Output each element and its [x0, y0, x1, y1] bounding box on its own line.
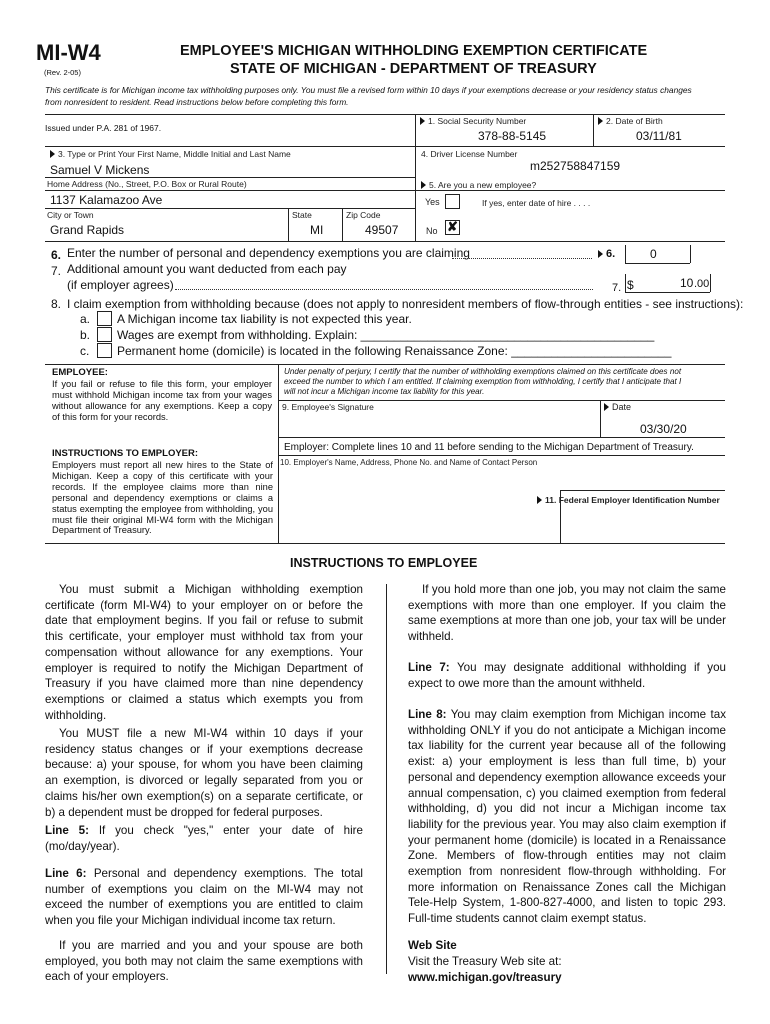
- treasury-web-link[interactable]: www.michigan.gov/treasury: [408, 971, 562, 984]
- rule: [45, 241, 725, 242]
- ssn-label: 1. Social Security Number: [420, 117, 526, 126]
- line7-subtext: (if employer agrees): [67, 278, 174, 292]
- rule: [278, 437, 725, 438]
- web-site-text: Visit the Treasury Web site at:: [408, 955, 562, 968]
- exemptions-field[interactable]: 0: [650, 247, 657, 261]
- name-label: 3. Type or Print Your First Name, Middle Initial and Last Name: [50, 150, 291, 159]
- instructions-line8: Line 8: You may claim exemption from Michigan income tax withholding ONLY if you do not anticipate a Michigan income tax liability for the current year because all of the following exist: a) your employment is less than full time, b) your personal and dependency exemption allowance exceeds your annual compensation, c) you claimed exemption from federal withholding, d) you did not incur a Michigan income tax liability for the previous year. You may also claim exemption if your permanent home (domicile) is located in a Renaissance Zone. Members of flow-through entities may not claim exemption from nonresident flow-through withholding. For more information on Renaissance Zones call the Michigan Tele-Help System, 1-800-827-4000, and listen to topic 293. Full-time students cannot claim exempt status.: [408, 708, 726, 926]
- pointer-icon: [598, 117, 603, 125]
- line8a-text: A Michigan income tax liability is not expected this year.: [117, 312, 412, 326]
- perjury-statement-end: will not incur a Michigan income tax liability for this year.: [284, 387, 485, 396]
- rule: [278, 400, 725, 401]
- pointer-icon: [604, 403, 609, 411]
- line8c-text: Permanent home (domicile) is located in the following Renaissance Zone: ________________________: [117, 344, 672, 358]
- driver-license-label: 4. Driver License Number: [421, 149, 518, 159]
- employer-info-field[interactable]: [282, 470, 554, 540]
- city-label: City or Town: [47, 210, 94, 220]
- date-field[interactable]: 03/30/20: [640, 422, 687, 436]
- line7-number: 7.: [51, 264, 62, 278]
- instructions-line7: Line 7: You may designate additional withholding if you expect to owe more than the amount withheld.: [408, 661, 726, 690]
- signature-field[interactable]: [282, 413, 597, 435]
- fein-field[interactable]: [563, 508, 723, 541]
- pointer-icon: [537, 496, 542, 504]
- city-field[interactable]: Grand Rapids: [50, 223, 125, 237]
- pointer-icon: [50, 150, 55, 158]
- dollar-sign: $: [627, 278, 634, 292]
- line8a-letter: a.: [80, 312, 91, 326]
- fein-label: 11. Federal Employer Identification Number: [537, 496, 720, 505]
- driver-license-field[interactable]: m252758847159: [530, 159, 621, 173]
- yes-label: Yes: [425, 197, 440, 207]
- instructions-left-p1: You must submit a Michigan withholding exemption certificate (form MI-W4) to your employer on or before the date that employment begins. If you fail or refuse to submit this certificate, your employer must withhold tax from your compensation without allowance for any exemptions. Your employer is required to notify the Michigan Department of Treasury if you have claimed more than nine dependency exemptions or claimed a status which exempts you from withholding.: [45, 583, 363, 722]
- residency-notice-cont: from nonresident to resident. Read instructions below before completing this form.: [45, 97, 349, 107]
- line8c-checkbox[interactable]: [97, 343, 112, 358]
- employer-info-label: 10. Employer's Name, Address, Phone No. and Name of Contact Person: [280, 458, 538, 467]
- issuing-authority: Issued under P.A. 281 of 1967.: [45, 123, 162, 133]
- address-field[interactable]: 1137 Kalamazoo Ave: [50, 193, 163, 207]
- instructions-left-p2: You MUST file a new MI-W4 within 10 days if your residency status changes or if your exemptions decrease because: a) your spouse, for whom you have been claiming an exemption, is divorced or legally separated from you or claims his/her own exemption(s) on a separate certificate, or b) a dependent must be dropped for federal purposes.: [45, 727, 363, 819]
- form-subtitle: STATE OF MICHIGAN - DEPARTMENT OF TREASURY: [230, 61, 597, 77]
- dob-label: 2. Date of Birth: [598, 117, 663, 126]
- rule: [45, 208, 415, 209]
- rule: [45, 364, 725, 365]
- pointer-icon: [421, 181, 426, 189]
- line6-ref: 6.: [598, 249, 615, 260]
- yes-checkbox[interactable]: [445, 194, 460, 209]
- line6-text: Enter the number of personal and dependency exemptions you are claiming: [67, 246, 470, 260]
- address-label: Home Address (No., Street, P.O. Box or Rural Route): [47, 179, 247, 189]
- pointer-icon: [598, 250, 603, 258]
- state-field[interactable]: MI: [310, 223, 324, 237]
- rule: [278, 455, 725, 456]
- checkmark-icon: ✘: [447, 219, 458, 234]
- zip-label: Zip Code: [346, 210, 381, 220]
- line8a-checkbox[interactable]: [97, 311, 112, 326]
- line8b-letter: b.: [80, 328, 91, 342]
- additional-amount-cents: .00: [694, 278, 710, 290]
- instructions-line5: Line 5: If you check "yes," enter your date of hire (mo/day/year).: [45, 824, 363, 853]
- date-label: Date: [604, 403, 631, 412]
- zip-field[interactable]: 49507: [365, 223, 399, 237]
- line8b-text: Wages are exempt from withholding. Explain: ____________________________________________: [117, 328, 655, 342]
- dob-field[interactable]: 03/11/81: [636, 129, 682, 143]
- rule: [45, 177, 415, 178]
- line7-text: Additional amount you want deducted from each pay: [67, 262, 347, 276]
- instructions-line6: Line 6: Personal and dependency exemptions. The total number of exemptions you claim on the MI-W4 may not exceed the number of exemptions you are entitled to claim when you file your Michigan individual income tax return.: [45, 867, 363, 928]
- instructions-title: INSTRUCTIONS TO EMPLOYEE: [290, 556, 478, 570]
- line8c-letter: c.: [80, 344, 90, 358]
- hire-date-label: If yes, enter date of hire . . . .: [482, 198, 591, 208]
- name-field[interactable]: Samuel V Mickens: [50, 163, 150, 177]
- rule: [560, 490, 725, 491]
- rule: [625, 274, 626, 292]
- line8b-checkbox[interactable]: [97, 327, 112, 342]
- rule: [45, 190, 725, 191]
- employee-box-text: If you fail or refuse to file this form, your employer must withhold Michigan income tax from your wages without allowance for any exemptions. Keep a copy of this form for your records.: [52, 379, 272, 422]
- form-revision: (Rev. 2-05): [44, 68, 81, 77]
- line7-ref: 7.: [612, 282, 622, 294]
- additional-amount-field[interactable]: 10: [680, 276, 694, 290]
- perjury-statement: Under penalty of perjury, I certify that the number of withholding exemptions claimed on this certificate does not: [284, 367, 682, 376]
- rule: [45, 146, 725, 147]
- rule: [278, 364, 279, 543]
- no-checkbox[interactable]: [445, 220, 460, 235]
- leader-dots: [452, 258, 592, 259]
- rule: [45, 114, 725, 115]
- employer-note: Employer: Complete lines 10 and 11 before sending to the Michigan Department of Treasury.: [284, 442, 694, 453]
- line8-number: 8.: [51, 297, 62, 311]
- new-employee-label: 5. Are you a new employee?: [421, 181, 536, 190]
- instructions-right-p1: If you hold more than one job, you may not claim the same exemptions with more than one employer. If you claim the same exemptions at more than one job, your tax will be under withheld.: [408, 583, 726, 644]
- rule: [690, 245, 691, 263]
- rule: [625, 292, 710, 293]
- leader-dots: [175, 289, 593, 290]
- rule: [625, 263, 690, 264]
- line8-text: I claim exemption from withholding because (does not apply to nonresident members of flow-through entities - see instructions):: [67, 297, 744, 311]
- state-label: State: [292, 210, 312, 220]
- perjury-statement-cont: exceed the number to which I am entitled. If claiming exemption from withholding, I certify that I anticipate that I: [284, 377, 682, 386]
- rule: [415, 114, 416, 241]
- rule: [710, 274, 711, 292]
- rule: [342, 208, 343, 241]
- residency-notice: This certificate is for Michigan income tax withholding purposes only. You must file a revised form within 10 days if your exemptions decrease or your residency status changes: [45, 85, 692, 95]
- signature-label: 9. Employee's Signature: [282, 402, 374, 412]
- rule: [593, 114, 594, 146]
- form-title: EMPLOYEE'S MICHIGAN WITHHOLDING EXEMPTION CERTIFICATE: [180, 43, 648, 59]
- no-label: No: [426, 226, 438, 236]
- instructions-left-p5: If you are married and you and your spouse are both employed, you both may not claim the same exemptions with each of your employers.: [45, 939, 363, 984]
- employee-box-heading: EMPLOYEE:: [52, 367, 108, 378]
- form-id: MI-W4: [36, 40, 101, 65]
- ssn-field[interactable]: 378-88-5145: [478, 129, 547, 143]
- column-divider: [386, 584, 387, 974]
- rule: [625, 245, 626, 263]
- pointer-icon: [420, 117, 425, 125]
- line6-number: 6.: [51, 248, 62, 262]
- employer-box-heading: INSTRUCTIONS TO EMPLOYER:: [52, 448, 199, 459]
- web-site-heading: Web Site: [408, 939, 457, 952]
- rule: [45, 543, 725, 544]
- rule: [600, 400, 601, 437]
- rule: [288, 208, 289, 241]
- employer-box-text: Employers must report all new hires to the State of Michigan. Keep a copy of this certificate with your records. If the employee claims more than nine personal and dependency exemptions or claims a status exempting the employee from withholding, you must file their original MI-W4 form with the Michigan Department of Treasury.: [52, 460, 273, 536]
